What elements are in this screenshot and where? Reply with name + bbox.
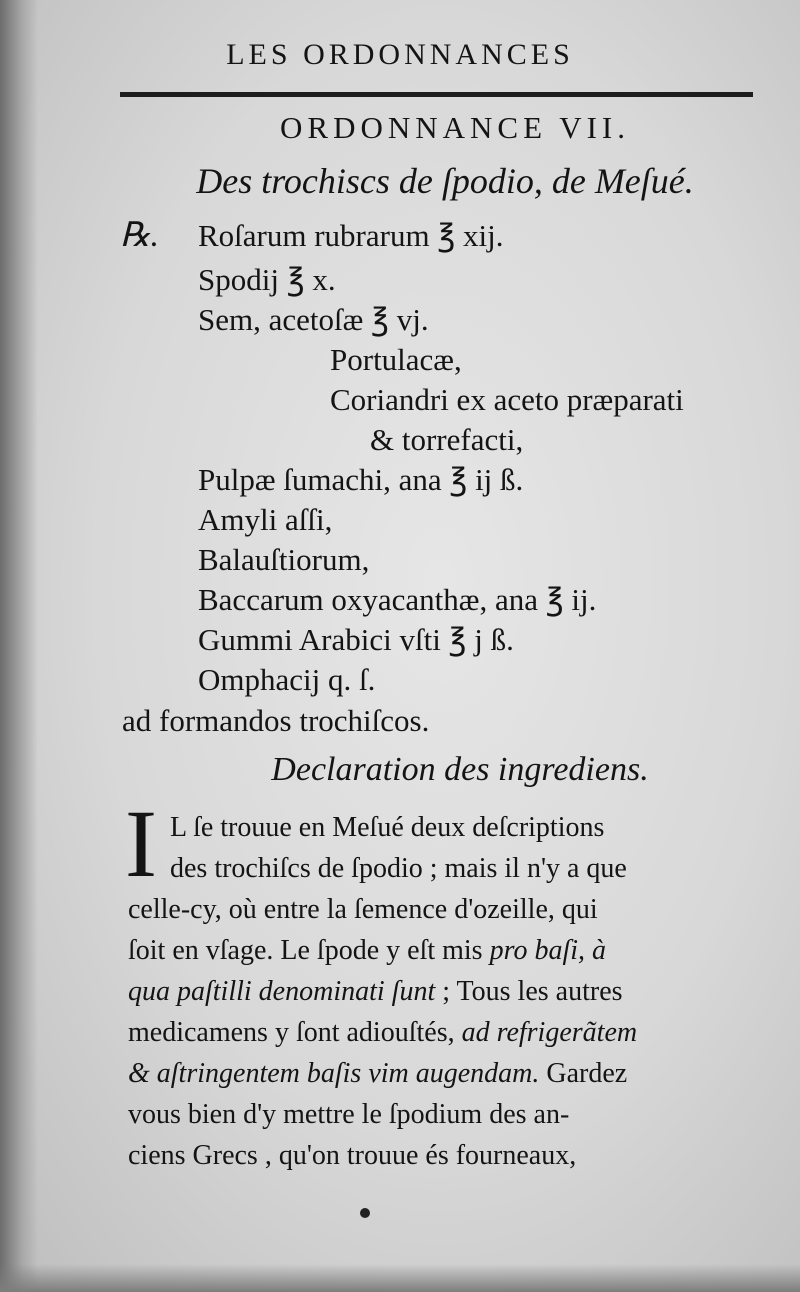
body-line: vous bien d'y mettre le ſpodium des an- [128,1099,570,1130]
body-line [128,976,623,1008]
body-text-roman: medicamens y ſont adiouſtés, [128,1017,462,1048]
recipe-line: Omphacij q. ſ. [198,662,376,697]
body-line: celle-cy, où entre la ſemence d'ozeille, qui [128,894,598,925]
recipe-line: & torrefacti, [370,422,524,457]
recipe-line: ad formandos trochiſcos. [122,703,430,738]
body-text-italic: pro baſi, à [489,935,607,966]
recipe-subtitle: Des trochiscs de ſpodio, de Meſué. [196,161,694,201]
body-line: L ſe trouue en Meſué deux deſcriptions [170,812,605,843]
body-line [128,1058,627,1090]
body-text-roman: ſoit en vſage. Le ſpode y eſt mis [128,935,490,966]
recipe-line: Portulacæ, [330,342,462,377]
recipe-line: Balauſtiorum, [198,542,370,577]
declaration-heading: Declaration des ingrediens. [271,751,649,788]
body-text-roman: Gardez [539,1058,628,1089]
running-head: LES ORDONNANCES [226,38,574,71]
body-line [128,935,606,967]
recipe-line: Pulpæ ſumachi, ana ℥ ij ß. [198,462,524,497]
header-rule [120,92,753,97]
page-bottom-shadow [0,1264,800,1292]
body-text-italic: qua paſtilli denominati ſunt [128,976,436,1007]
ink-dot-mark [360,1208,370,1218]
recipe-line: Sem, acetoſæ ℥ vj. [198,302,429,337]
body-line [128,1017,637,1049]
chapter-title: ORDONNANCE VII. [280,110,630,145]
body-line: des trochiſcs de ſpodio ; mais il n'y a que [170,853,627,884]
recipe-line: Roſarum rubrarum ℥ xij. [198,218,504,253]
body-text-roman: ; Tous les autres [435,976,623,1007]
drop-capital: I [125,790,157,897]
recipe-line: Spodij ℥ x. [198,262,336,297]
recipe-line: Gummi Arabici vſti ℥ j ß. [198,622,514,657]
recipe-line: Baccarum oxyacanthæ, ana ℥ ij. [198,582,597,617]
recipe-line: Amyli aſſi, [198,502,333,537]
body-line: ciens Grecs , qu'on trouue és fourneaux, [128,1140,577,1171]
body-text-italic: ad refrigerãtem [461,1017,638,1048]
recipe-line: Coriandri ex aceto præparati [330,382,684,417]
recipe-symbol: ℞. [120,217,159,254]
body-text-italic: & aſtringentem baſis vim augendam. [128,1058,540,1089]
